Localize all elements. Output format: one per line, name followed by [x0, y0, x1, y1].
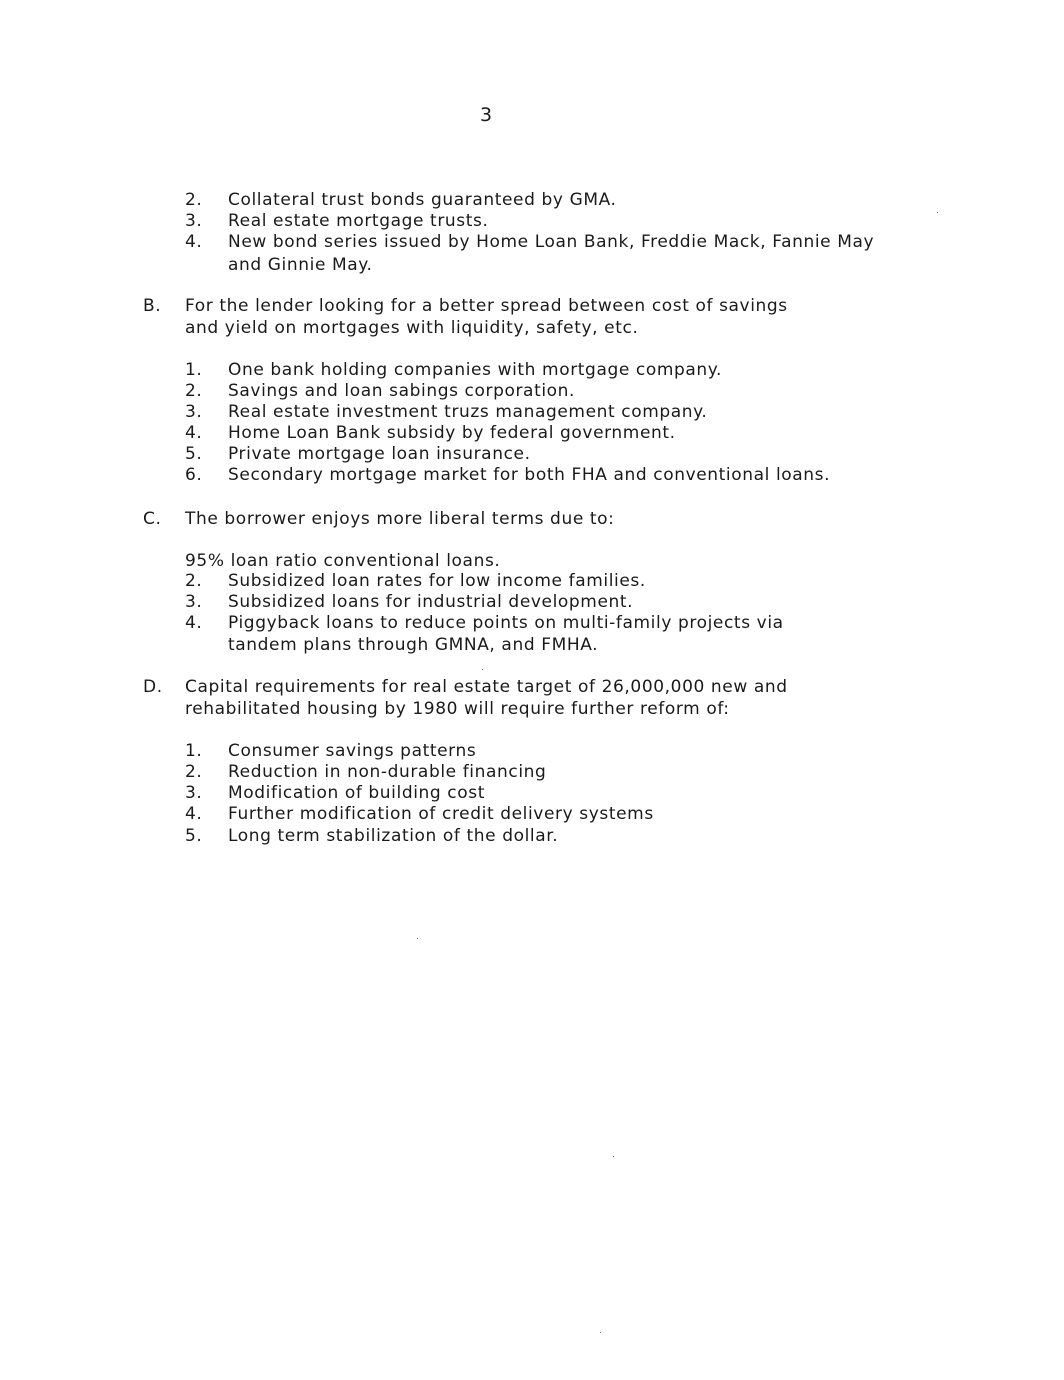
list-item-text: Savings and loan sabings corporation. [228, 381, 576, 401]
list-item-text-continued: and Ginnie May. [228, 255, 373, 275]
list-item-text: Subsidized loans for industrial development. [228, 592, 634, 612]
list-item-text: Long term stabilization of the dollar. [228, 826, 559, 846]
list-item-text: Home Loan Bank subsidy by federal government. [228, 423, 676, 443]
list-number: 2. [185, 571, 203, 591]
list-item-text: Subsidized loan rates for low income families. [228, 571, 646, 591]
page-number: 3 [480, 104, 493, 126]
section-heading: Capital requirements for real estate target of 26,000,000 new and [185, 677, 788, 697]
list-item-text: 95% loan ratio conventional loans. [185, 551, 501, 571]
list-item-text: Secondary mortgage market for both FHA and conventional loans. [228, 465, 831, 485]
list-number: 3. [185, 783, 203, 803]
list-item-text: Consumer savings patterns [228, 741, 477, 761]
list-number: 4. [185, 423, 203, 443]
section-letter: B. [143, 296, 162, 316]
list-item-text: One bank holding companies with mortgage company. [228, 360, 723, 380]
list-number: 1. [185, 360, 203, 380]
section-heading-continued: and yield on mortgages with liquidity, safety, etc. [185, 318, 639, 338]
list-item-text: Modification of building cost [228, 783, 485, 803]
list-number: 3. [185, 592, 203, 612]
section-heading: For the lender looking for a better spread between cost of savings [185, 296, 788, 316]
section-heading-continued: rehabilitated housing by 1980 will require further reform of: [185, 699, 730, 719]
section-letter: D. [143, 677, 163, 697]
scan-speck [482, 669, 483, 670]
list-item-text: Piggyback loans to reduce points on multi-family projects via [228, 613, 784, 633]
list-item-text: New bond series issued by Home Loan Bank, Freddie Mack, Fannie May [228, 232, 875, 252]
list-item-text-continued: tandem plans through GMNA, and FMHA. [228, 635, 599, 655]
list-item-text: Collateral trust bonds guaranteed by GMA. [228, 190, 617, 210]
list-item-text: Real estate mortgage trusts. [228, 211, 489, 231]
list-number: 5. [185, 826, 203, 846]
section-heading: The borrower enjoys more liberal terms due to: [185, 509, 615, 529]
list-item-text: Private mortgage loan insurance. [228, 444, 531, 464]
list-number: 4. [185, 804, 203, 824]
scan-speck [613, 1156, 614, 1157]
list-number: 6. [185, 465, 203, 485]
scan-speck [937, 212, 938, 213]
section-letter: C. [143, 509, 162, 529]
scan-speck [600, 1332, 601, 1333]
scan-speck [417, 938, 418, 939]
list-number: 2. [185, 381, 203, 401]
list-item-text: Further modification of credit delivery systems [228, 804, 654, 824]
list-number: 1. [185, 741, 203, 761]
list-number: 3. [185, 211, 203, 231]
list-number: 2. [185, 190, 203, 210]
list-item-text: Reduction in non-durable financing [228, 762, 547, 782]
list-number: 3. [185, 402, 203, 422]
list-number: 4. [185, 232, 203, 252]
list-number: 4. [185, 613, 203, 633]
list-number: 5. [185, 444, 203, 464]
list-item-text: Real estate investment truzs management company. [228, 402, 708, 422]
list-number: 2. [185, 762, 203, 782]
